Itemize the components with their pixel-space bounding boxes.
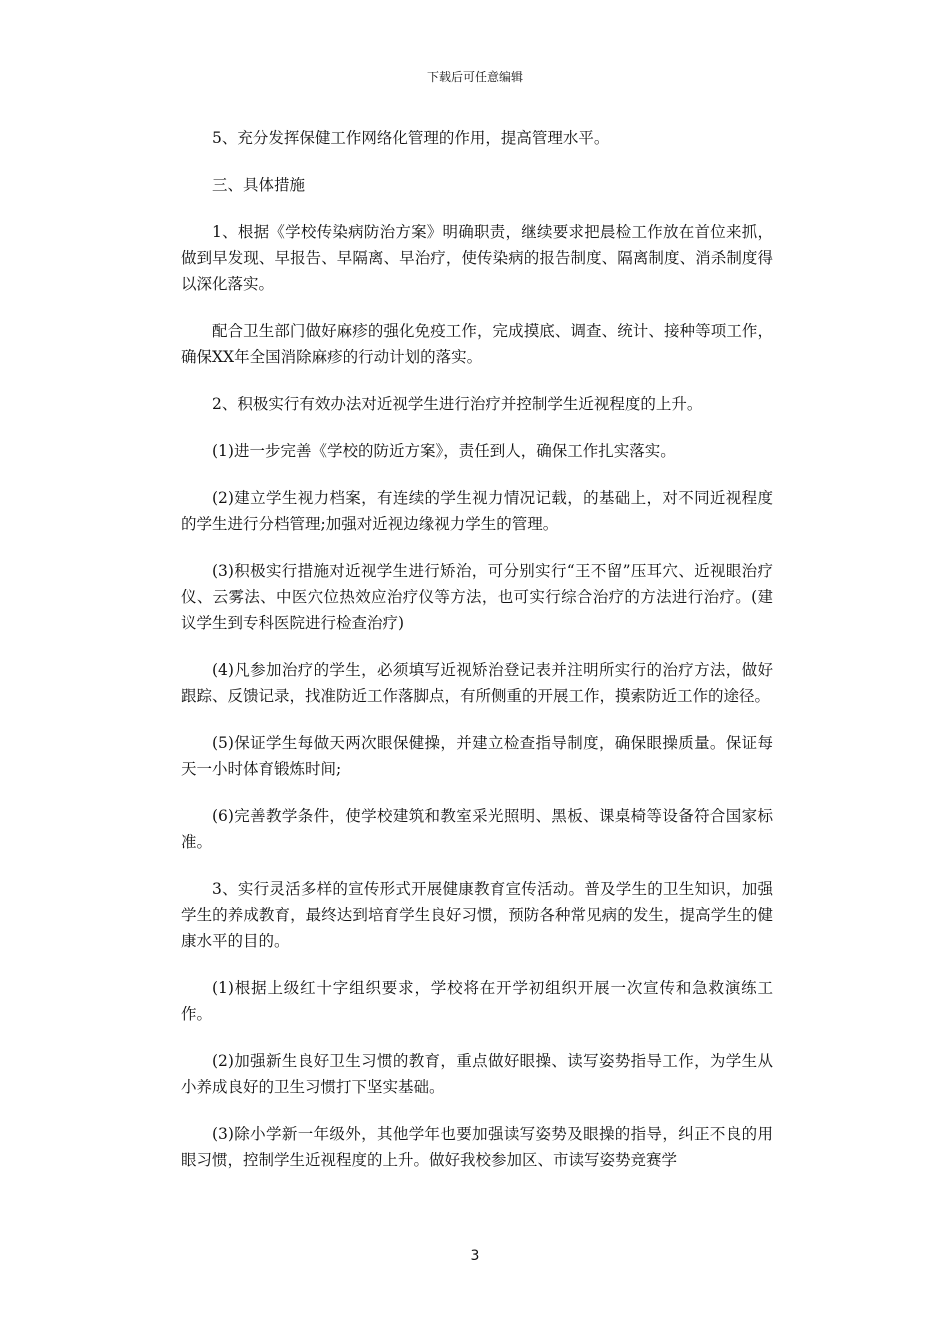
document-body (181, 125, 773, 1194)
page-number: 3 (470, 1248, 480, 1264)
paragraph-measure-3: 3、实行灵活多样的宣传形式开展健康教育宣传活动。普及学生的卫生知识，加强学生的养成教育，最终达到培育学生良好习惯，预防各种常见病的发生，提高学生的健康水平的目的。 (181, 880, 773, 950)
paragraph-measure-2: 2、积极实行有效办法对近视学生进行治疗并控制学生近视程度的上升。 (212, 395, 703, 413)
paragraph-measles-immunization: 配合卫生部门做好麻疹的强化免疫工作，完成摸底、调查、统计、接种等项工作，确保XX年全国消除麻疹的行动计划的落实。 (181, 322, 773, 366)
page-header: 下载后可任意编辑 (426, 70, 523, 84)
paragraph-item-2-2: (2)建立学生视力档案，有连续的学生视力情况记载，的基础上，对不同近视程度的学生进行分档管理;加强对近视边缘视力学生的管理。 (181, 489, 773, 533)
paragraph-item-3-1: (1)根据上级红十字组织要求，学校将在开学初组织开展一次宣传和急救演练工作。 (181, 979, 773, 1023)
paragraph-item-2-5: (5)保证学生每做天两次眼保健操，并建立检查指导制度，确保眼操质量。保证每天一小时体育锻炼时间; (181, 734, 773, 778)
paragraph-item-2-6: (6)完善教学条件，使学校建筑和教室采光照明、黑板、课桌椅等设备符合国家标准。 (181, 807, 773, 851)
paragraph-item-2-1: (1)进一步完善《学校的防近方案》，责任到人，确保工作扎实落实。 (212, 442, 676, 460)
paragraph-item-3-2: (2)加强新生良好卫生习惯的教育，重点做好眼操、读写姿势指导工作，为学生从小养成良好的卫生习惯打下坚实基础。 (181, 1052, 773, 1096)
paragraph-item-2-4: (4)凡参加治疗的学生，必须填写近视矫治登记表并注明所实行的治疗方法，做好跟踪、反馈记录，找准防近工作落脚点，有所侧重的开展工作，摸索防近工作的途径。 (181, 661, 773, 705)
paragraph-item-3-3: (3)除小学新一年级外，其他学年也要加强读写姿势及眼操的指导，纠正不良的用眼习惯，控制学生近视程度的上升。做好我校参加区、市读写姿势竞赛学 (181, 1125, 773, 1169)
paragraph-goal-5: 5、充分发挥保健工作网络化管理的作用，提高管理水平。 (212, 129, 610, 147)
paragraph-measure-1: 1、根据《学校传染病防治方案》明确职责，继续要求把晨检工作放在首位来抓，做到早发现、早报告、早隔离、早治疗，使传染病的报告制度、隔离制度、消杀制度得以深化落实。 (181, 223, 773, 293)
section-heading-measures: 三、具体措施 (212, 176, 306, 194)
paragraph-item-2-3: (3)积极实行措施对近视学生进行矫治，可分别实行“王不留”压耳穴、近视眼治疗仪、云雾法、中医穴位热效应治疗仪等方法，也可实行综合治疗的方法进行治疗。(建议学生到专科医院进行检查治疗) (181, 562, 773, 632)
